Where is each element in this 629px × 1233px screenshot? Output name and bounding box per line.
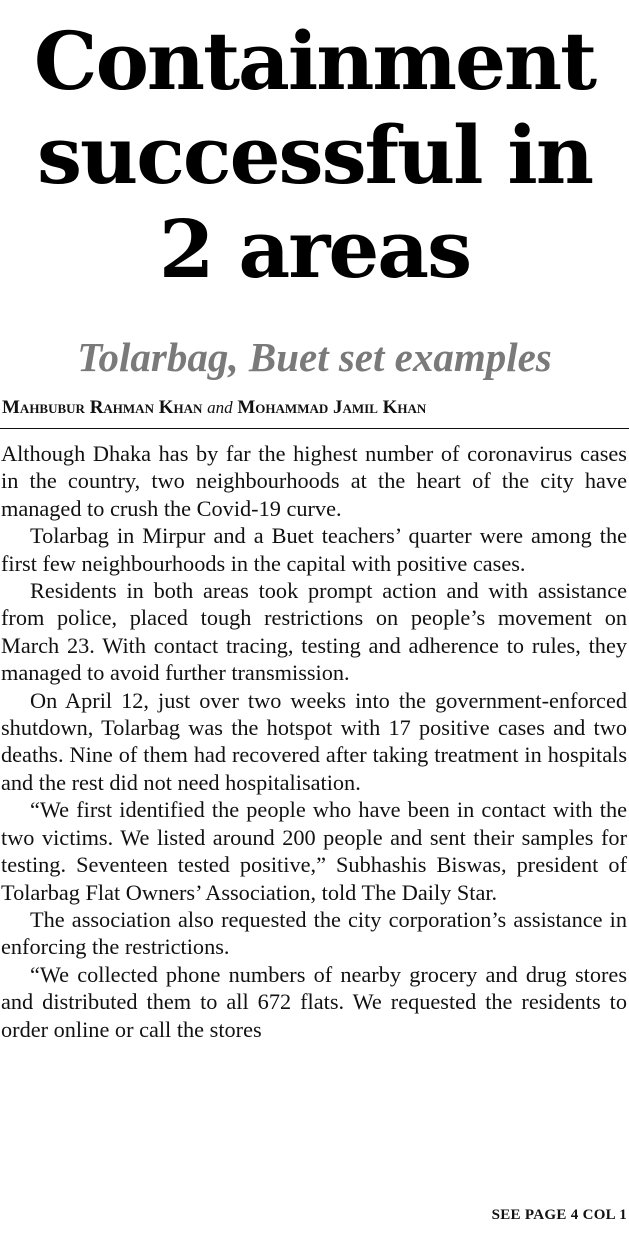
subheadline: Tolarbag, Buet set examples bbox=[77, 334, 552, 380]
byline-conjunction: and bbox=[207, 398, 233, 417]
headline bbox=[0, 14, 629, 296]
byline bbox=[2, 395, 627, 421]
body-paragraph-5: “We first identified the people who have been in contact with the two victims. We listed around 200 people and sent their samples for testing. Seventeen tested positive,” Subhashis Biswas, president of Tolarbag Flat Owners’ Association, told The Daily Star. bbox=[1, 797, 627, 905]
continuation-jump-line: SEE PAGE 4 COL 1 bbox=[491, 1207, 627, 1223]
headline-line-1: Containment bbox=[33, 14, 596, 108]
headline-line-2: successful in bbox=[37, 108, 592, 202]
byline-author-2: Mohammad Jamil Khan bbox=[237, 397, 427, 418]
byline-divider bbox=[0, 428, 629, 429]
body-paragraph-4: On April 12, just over two weeks into the government-enforced shutdown, Tolarbag was the hotspot with 17 positive cases and two deaths. Nine of them had recovered after taking treatment in hospitals and the rest did not need hospitalisation. bbox=[1, 687, 627, 795]
byline-author-1: Mahbubur Rahman Khan bbox=[2, 397, 203, 418]
body-paragraph-2: Tolarbag in Mirpur and a Buet teachers’ quarter were among the first few neighbourhoods in the capital with positive cases. bbox=[1, 523, 627, 576]
headline-line-3: 2 areas bbox=[158, 202, 471, 296]
body-paragraph-6: The association also requested the city corporation’s assistance in enforcing the restrictions. bbox=[1, 906, 627, 960]
body-paragraph-3: Residents in both areas took prompt action and with assistance from police, placed tough restrictions on people’s movement on March 23. With contact tracing, testing and adherence to rules, they managed to avoid further transmission. bbox=[1, 578, 627, 686]
body-paragraph-1: Although Dhaka has by far the highest number of coronavirus cases in the country, two neighbourhoods at the heart of the city have managed to crush the Covid-19 curve. bbox=[1, 441, 627, 521]
article-body bbox=[1, 440, 627, 1043]
body-paragraph-7: “We collected phone numbers of nearby grocery and drug stores and distributed them to all 672 flats. We requested the residents to order online or call the stores bbox=[1, 961, 627, 1042]
